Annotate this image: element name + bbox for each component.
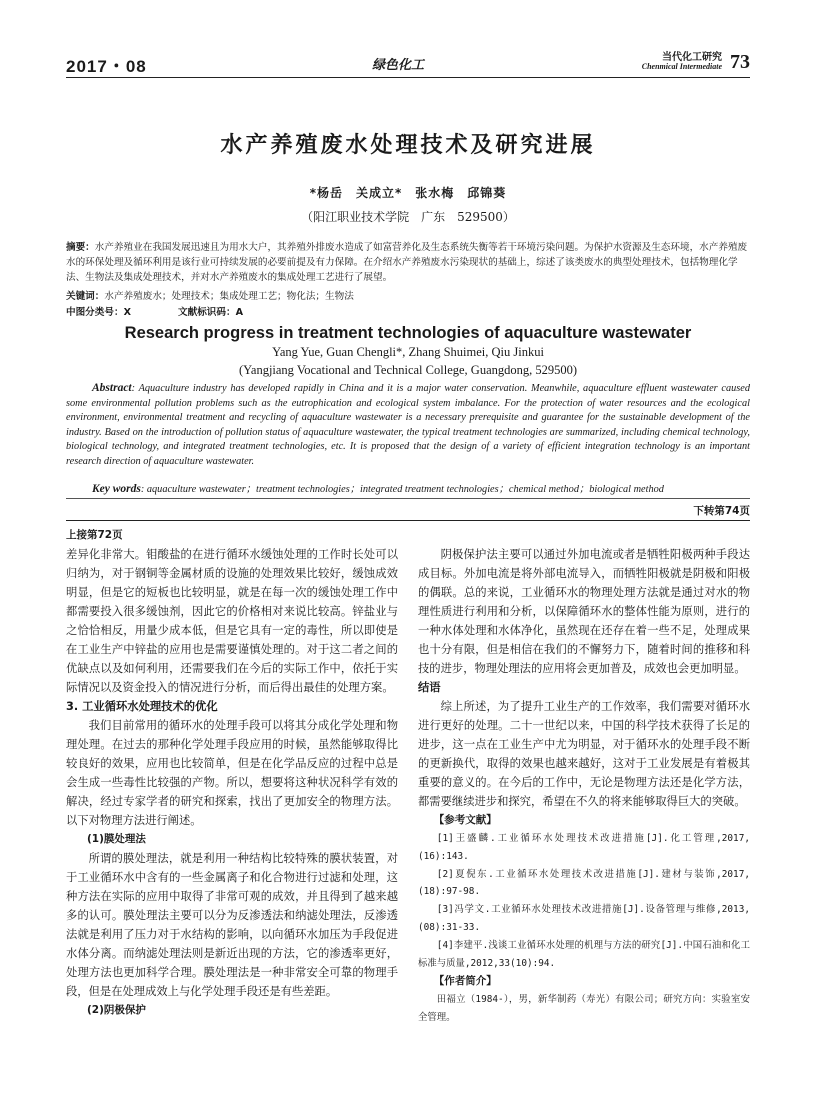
affiliation-cn: （阳江职业技术学院 广东 529500） [301, 210, 515, 224]
journal-block [642, 48, 750, 76]
clc-value: X [123, 307, 131, 318]
section-rule [66, 498, 750, 499]
abstract-label-cn: 摘要： [66, 242, 95, 253]
clc-label: 中图分类号： [66, 307, 124, 318]
abstract-cn [66, 240, 750, 285]
abstract-en [66, 381, 750, 470]
header-rule [66, 77, 750, 78]
references-heading: 【参考文献】 [433, 814, 497, 826]
issue-label: 2017・08 [66, 57, 147, 76]
paragraph: 我们目前常用的循环水的处理手段可以将其分成化学处理和物理处理。在过去的那种化学处理手段应用的时候，虽然能够取得比较良好的效果，应用也比较简单，但是在化学品反应的过程中总是会生成一些毒性比较强的产物。所以，想要将这种状况科学有效的解决，经过专家学者的研究和探索，找出了更加安全的物理方法。以下对物理方法进行阐述。 [66, 719, 398, 827]
authors-cn: *杨岳 关成立* 张水梅 邱锦葵 [309, 186, 507, 200]
journal-name [642, 52, 722, 72]
references-list [418, 830, 750, 972]
paragraph: 差异化非常大。钼酸盐的在进行循环水缓蚀处理的工作时长处可以归纳为，对于钢铜等金属材质的设施的处理效果比较好，缓蚀成效明显，但是它的短板也比较明显，就是在每一次的缓蚀处理工作中都需要投入很多缓蚀剂，因此它的价格相对来说比较高。锌盐业与之恰恰相反，用量少成本低，但是它具有一定的毒性，所以即使是在工业生产中锌盐的应用也是需要谨慎处理的。对于这二者之间的优缺点以及如何利用，还需要我们在今后的实际工作中，依托于实际情况以及资金投入的情况进行分析，而后得出最佳的处理方案。 [66, 548, 398, 694]
reference-item: [1]王盛麟.工业循环水处理技术改进措施[J].化工管理,2017,(16):143. [418, 833, 750, 862]
authors-en: Yang Yue, Guan Chengli*, Zhang Shuimei, Qiu Jinkui [272, 345, 544, 359]
body-column-right [418, 545, 750, 1027]
reference-item: [2]夏倪东.工业循环水处理技术改进措施[J].建材与装饰,2017,(18):97-98. [418, 868, 750, 898]
affiliation-en: (Yangjiang Vocational and Technical College, Guangdong, 529500) [238, 363, 578, 377]
abstract-label-en: Abstract [92, 382, 132, 394]
paragraph: 所谓的膜处理法，就是利用一种结构比较特殊的膜状装置，对于工业循环水中含有的一些金属离子和化合物进行过滤和处理，这种方法在实际的应用中取得了非常可观的成效，并且得到了越来越多的认可。膜处理法主要可以分为反渗透法和纳滤处理法，反渗透法就是利用了压力对于水结构的影响，以向循环水加压为手段促进水体分离。而纳滤处理法则是新近出现的方法，它的渗透率更好，处理方法也更加科学合理。膜处理法是一种非常安全可靠的物理手段，但是在处理成效上与化学处理手段还是有些差距。 [66, 852, 398, 998]
abstract-text-en: : Aquaculture industry has developed rapidly in China and it is a major water conservation. Meanwhile, aquaculture effluent wastewater caused some environmental pollution problems such as the eutrophication and ecological system imbalance. For the protection of water resources and the ecological environment, environmental treatment and recycling of aquaculture wastewater is a necessary prerequisite and guarantee for the sustainable development of the industry. Based on the introduction of pollution status of aquaculture wastewater, the typical treatment technologies are summarized, including chemical technology, biological technology, and integrated treatment technologies, etc. It is proposed that the design of a variety of efficient integration technology is an important research direction of aquaculture wastewater. [66, 383, 750, 467]
paragraph: 综上所述，为了提升工业生产的工作效率，我们需要对循环水进行更好的处理。二十一世纪以来，中国的科学技术获得了长足的进步，这一点在工业生产中尤为明显，对于循环水的处理手段不断的更新换代，取得的效果也越来越好，这对于工业发展是有着极其重要的意义的。在今后的工作中，无论是物理方法还是化学方法，都需要继续进步和探究，希望在不久的将来能够取得巨大的突破。 [418, 700, 750, 808]
running-header [66, 48, 750, 76]
doc-code-value: A [235, 307, 244, 318]
article-title-cn: 水产养殖废水处理技术及研究进展 [220, 133, 596, 158]
abstract-text-cn: 水产养殖业在我国发展迅速且为用水大户，其养殖外排废水造成了如富营养化及生态系统失衡等若干环境污染问题。为保护水资源及生态环境，水产养殖废水的环保处理及循环利用是该行业可持续发展的必要前提及有力保障。在介绍水产养殖废水污染现状的基础上，综述了该类废水的典型处理技术，包括物理化学法、生物法及集成处理技术，并对水产养殖废水的集成处理工艺进行了展望。 [66, 242, 748, 283]
doc-code-label: 文献标识码： [178, 307, 236, 318]
section-heading: 3. 工业循环水处理技术的优化 [66, 700, 218, 713]
author-bio [418, 991, 750, 1027]
keywords-text-en: : aquaculture wastewater；treatment technologies；integrated treatment technologies；chemical method；biological method [140, 484, 664, 495]
keywords-label-cn: 关键词： [66, 291, 105, 302]
classification-row [66, 304, 750, 318]
page-number: 73 [730, 50, 750, 73]
subsection-heading: (2)阴极保护 [87, 1004, 146, 1016]
journal-center-label: 绿色化工 [372, 58, 425, 73]
keywords-cn [66, 288, 750, 302]
continued-to-label: 下转第74页 [693, 505, 750, 517]
journal-name-en: Chenmical Intermediate [641, 62, 722, 72]
section-rule-thick [66, 520, 750, 521]
reference-item: [3]冯学文.工业循环水处理技术改进措施[J].设备管理与维修,2013,(08):31-33. [418, 904, 750, 933]
author-bio-text: 田福立（1984-），男，新华制药（寿光）有限公司；研究方向：实验室安全管理。 [418, 994, 750, 1024]
section-heading: 结语 [418, 681, 441, 694]
journal-name-cn: 当代化工研究 [662, 52, 722, 64]
keywords-en [66, 480, 750, 495]
subsection-heading: (1)膜处理法 [87, 833, 146, 845]
keywords-label-en: Key words [92, 483, 141, 495]
body-column-left [66, 545, 398, 1020]
continued-from-label: 上接第72页 [66, 529, 123, 541]
author-bio-heading: 【作者简介】 [433, 975, 497, 988]
paragraph: 阴极保护法主要可以通过外加电流或者是牺牲阳极两种手段达成目标。外加电流是将外部电流导入，而牺牲阳极就是阴极和阳极的偶联。总的来说，工业循环水的物理处理方法就是通过对水的物理性质进行利用和分析，以保障循环水的整体性能为原则，进行的一种水体处理和水体净化，虽然现在还存在着一些不足，处理成果也十分有限，但是相信在我们的不懈努力下，随着时间的推移和科技的进步，物理处理法的应用将会更加普及，成效也会更加明显。 [418, 548, 750, 675]
article-title-en: Research progress in treatment technologies of aquaculture wastewater [124, 324, 692, 342]
reference-item: [4]李建平.浅谈工业循环水处理的机理与方法的研究[J].中国石油和化工标准与质量,2012,33(10):94. [418, 939, 750, 969]
keywords-text-cn: 水产养殖废水；处理技术；集成处理工艺；物化法；生物法 [104, 291, 354, 302]
